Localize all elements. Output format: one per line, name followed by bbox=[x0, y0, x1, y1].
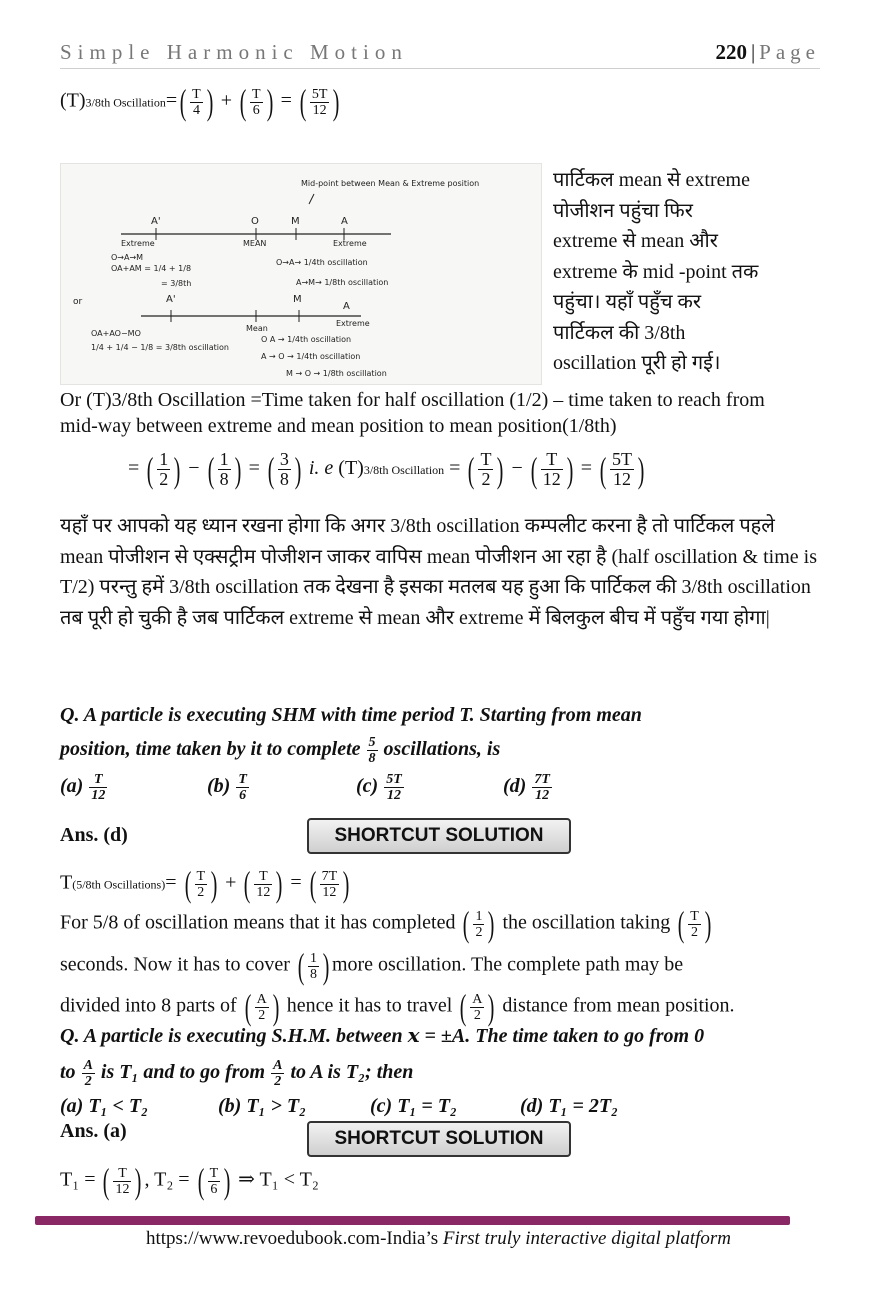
svg-text:A': A' bbox=[166, 294, 176, 305]
svg-text:O→A→M: O→A→M bbox=[111, 253, 144, 262]
header-title: Simple Harmonic Motion bbox=[60, 40, 408, 64]
svg-text:1/4 + 1/4 − 1/8 = 3/8th oscill: 1/4 + 1/4 − 1/8 = 3/8th oscillation bbox=[91, 343, 229, 352]
or-line-1: Or (T)3/8th Oscillation =Time taken for half oscillation (1/2) – time taken to reach from bbox=[60, 389, 765, 411]
page-header bbox=[60, 38, 820, 69]
eq1-lhs: (T) bbox=[60, 89, 86, 112]
svg-text:Extreme: Extreme bbox=[336, 319, 370, 328]
svg-text:M → O → 1/8th oscillation: M → O → 1/8th oscillation bbox=[286, 369, 387, 378]
page-word: Page bbox=[759, 40, 820, 64]
footer-url: https://www.revoedubook.com-India’s bbox=[145, 1228, 439, 1249]
q2-option-a: (a) T₁ < T₂ bbox=[60, 1095, 149, 1117]
shortcut-solution-badge-2: SHORTCUT SOLUTION bbox=[307, 1121, 571, 1157]
shortcut-solution-badge: SHORTCUT SOLUTION bbox=[307, 818, 571, 854]
q2-option-c: (c) T₁ = T₂ bbox=[370, 1095, 457, 1117]
q1-option-d: (d) $\frac{7T}{12}$ bbox=[503, 772, 550, 803]
q2-answer: Ans. (a) bbox=[60, 1120, 127, 1142]
svg-text:MEAN: MEAN bbox=[243, 239, 267, 248]
svg-text:O→A→ 1/4th oscillation: O→A→ 1/4th oscillation bbox=[276, 258, 368, 267]
explanation-line-3: divided into 8 parts of ( $\frac{A}{2}$ ) hence it has to travel ( $\frac{A}{2}$ ) distance from mean position. bbox=[60, 987, 735, 1027]
q1-option-b: (b) $\frac{T}{6}$ bbox=[207, 772, 247, 803]
explanation-line-1: For 5/8 of oscillation means that it has completed ( $\frac{1}{2}$ ) the oscillation taking ( $\frac{T}{2}$ ) bbox=[60, 904, 712, 944]
hindi-side-text: पार्टिकल mean से extreme पोजीशन पहुंचा फिर extreme से mean और extreme के mid -point तक पहुंचा। यहाँ पहुँच कर पार्टिकल की 3/8th oscillation पूरी हो गई। bbox=[553, 169, 759, 374]
header-separator: | bbox=[750, 40, 756, 64]
footer-text bbox=[0, 1228, 877, 1250]
q1-answer: Ans. (d) bbox=[60, 824, 128, 846]
svg-text:M: M bbox=[293, 294, 302, 305]
eq1-lhs-sub: 3/8th Oscillation bbox=[85, 95, 166, 110]
svg-text:Mean: Mean bbox=[246, 324, 268, 333]
q1-option-a: (a) $\frac{T}{12}$ bbox=[60, 772, 106, 803]
equation-t1-t2: T₁ = ( $\frac{T}{12}$ ) , T₂ = ( $\frac{T}{6}$ ) ⇒ T₁ < T₂ bbox=[60, 1161, 319, 1201]
svg-text:O: O bbox=[251, 216, 259, 227]
svg-text:O A → 1/4th oscillation: O A → 1/4th oscillation bbox=[261, 335, 352, 344]
svg-text:A → O → 1/4th oscillation: A → O → 1/4th oscillation bbox=[261, 352, 361, 361]
explanation-line-2: seconds. Now it has to cover ( $\frac{1}{8}$ ) more oscillation. The complete path may be bbox=[60, 946, 684, 986]
q2-line-1: Q. A particle is executing S.H.M. between 𝒙 = ±A. The time taken to go from 0 bbox=[60, 1025, 705, 1047]
header-page bbox=[715, 40, 820, 65]
svg-text:A': A' bbox=[151, 216, 161, 227]
svg-text:M: M bbox=[291, 216, 300, 227]
svg-text:A: A bbox=[341, 216, 348, 227]
equation-3-8-sum: (T)3/8th Oscillation=( $\frac{T}{4}$ ) + ( $\frac{T}{6}$ ) = ( $\frac{5T}{12}$ ) bbox=[60, 82, 340, 122]
eq1-equals: = bbox=[165, 89, 178, 112]
footer-bar bbox=[35, 1216, 790, 1225]
hindi-explanation: यहाँ पर आपको यह ध्यान रखना होगा कि अगर 3/8th oscillation कम्पलीट करना है तो पार्टिकल पहले mean पोजीशन से एक्सट्रीम पोजीशन जाकर वापिस mean पोजीशन आ रहा है (half oscillation & time is T/2) परन्तु हमें 3/8th oscillation तक देखना है इसका मतलब यह हुआ कि पार्टिकल की 3/8th oscillation तब पूरी हो चुकी है जब पार्टिकल extreme से mean और extreme में बिलकुल बीच में पहुँच गया होगा| bbox=[60, 515, 817, 629]
or-line-2: mid-way between extreme and mean position to mean position(1/8th) bbox=[60, 415, 617, 437]
svg-text:Extreme: Extreme bbox=[333, 239, 367, 248]
q2-option-b: (b) T₁ > T₂ bbox=[218, 1095, 307, 1117]
q1-line-2: position, time taken by it to complete $\frac{5}{8}$ oscillations, is bbox=[60, 735, 501, 766]
page-number: 220 bbox=[715, 40, 747, 64]
q2-option-d: (d) T₁ = 2T₂ bbox=[520, 1095, 619, 1117]
svg-text:OA+AM = 1/4 + 1/8: OA+AM = 1/4 + 1/8 bbox=[111, 264, 192, 273]
q1-line-1: Q. A particle is executing SHM with time period T. Starting from mean bbox=[60, 704, 642, 726]
handwritten-sketch bbox=[60, 163, 542, 385]
svg-text:OA+AO−MO: OA+AO−MO bbox=[91, 329, 141, 338]
sketch-midpoint-note: Mid-point between Mean & Extreme position bbox=[301, 179, 480, 188]
equation-3-8-difference: = ( $\frac{1}{2}$ ) − ( $\frac{1}{8}$ ) = ( $\frac{3}{8}$ ) i. e (T)3/8th Oscillation = ( $\frac{T}{2}$ ) − ( $\frac{T}{12}$ ) = ( $\frac{5T}{12}$ ) bbox=[128, 449, 645, 490]
q2-line-2: to $\frac{A}{2}$ is T₁ and to go from $\frac{A}{2}$ to A is T₂; then bbox=[60, 1058, 414, 1089]
q1-option-c: (c) $\frac{5T}{12}$ bbox=[356, 772, 402, 803]
svg-text:A: A bbox=[343, 301, 350, 312]
svg-text:or: or bbox=[73, 297, 83, 307]
svg-text:A→M→ 1/8th oscillation: A→M→ 1/8th oscillation bbox=[296, 278, 389, 287]
footer-tagline: First truly interactive digital platform bbox=[442, 1228, 732, 1249]
svg-text:= 3/8th: = 3/8th bbox=[161, 279, 192, 288]
svg-text:Extreme: Extreme bbox=[121, 239, 155, 248]
equation-5-8-sum: T(5/8th Oscillations)= ( $\frac{T}{2}$ ) + ( $\frac{T}{12}$ ) = ( $\frac{7T}{12}$ ) bbox=[60, 864, 350, 904]
